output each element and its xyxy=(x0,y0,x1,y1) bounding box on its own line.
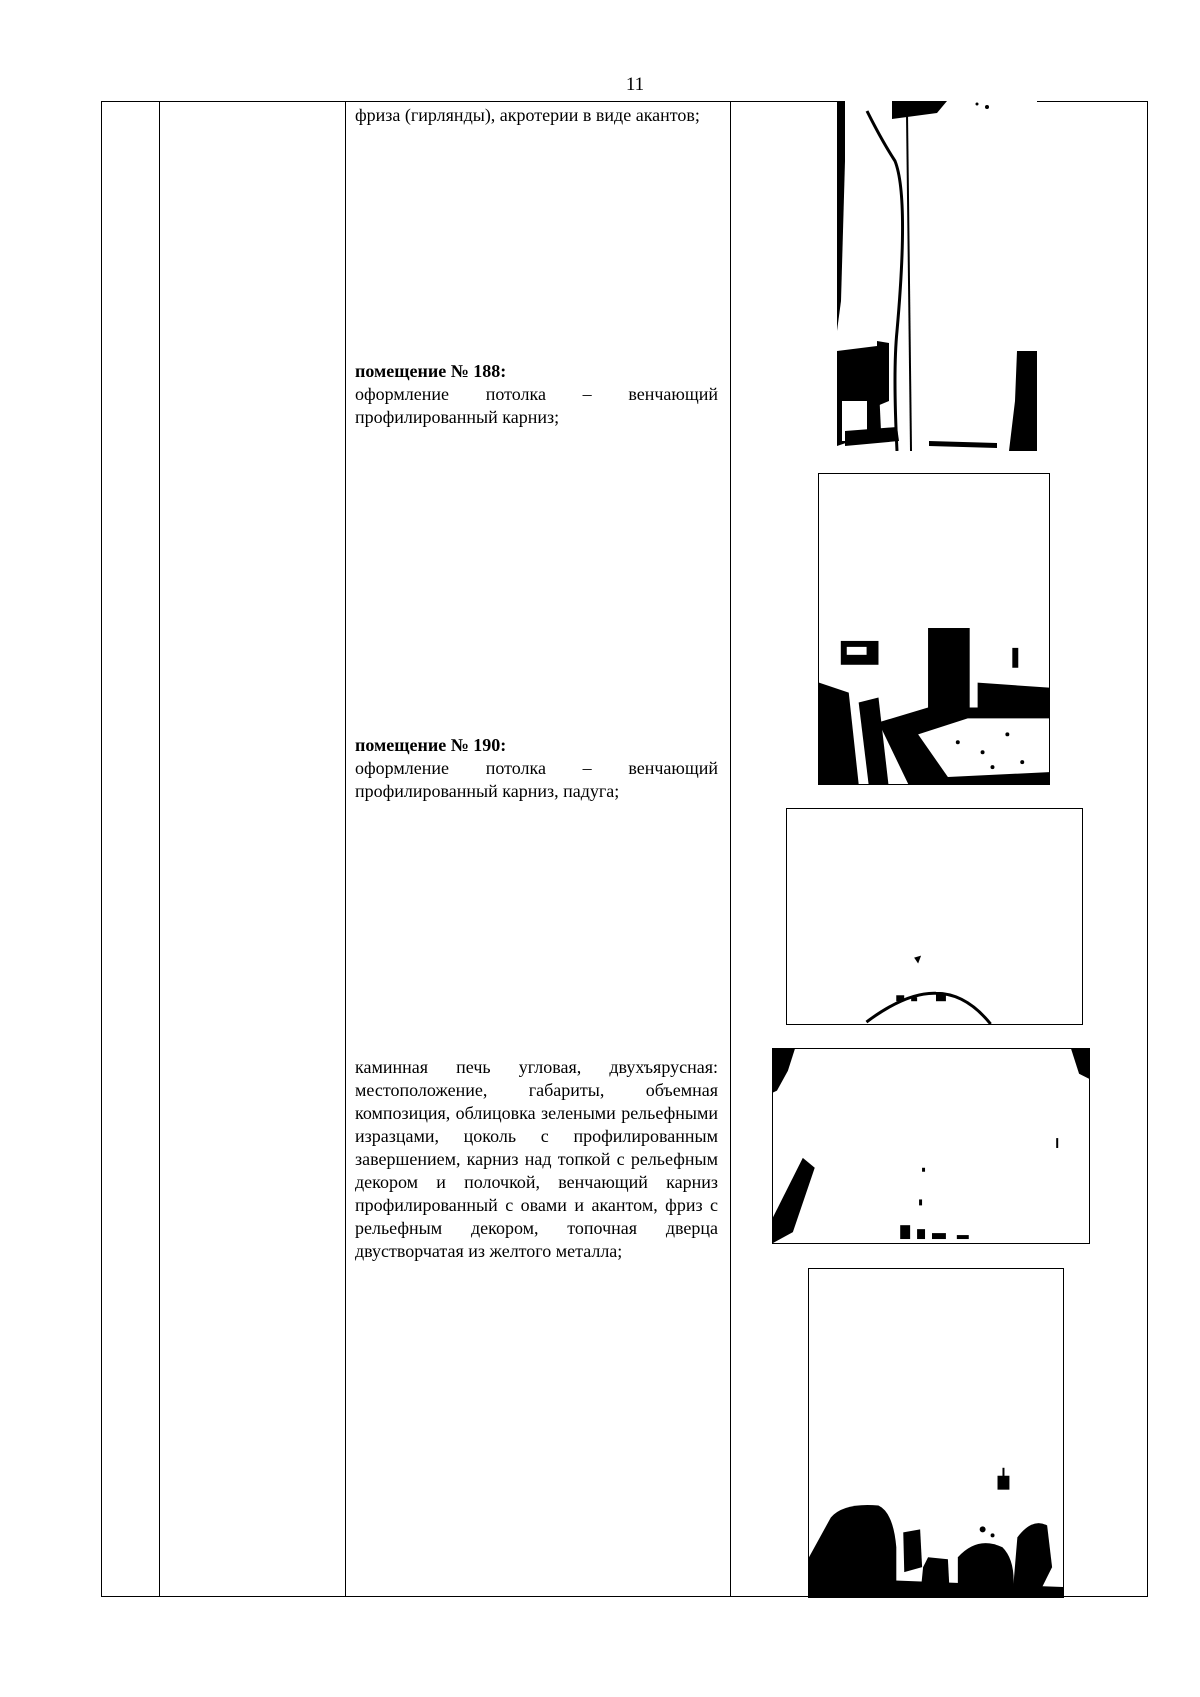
column-divider xyxy=(345,102,346,1596)
room-188-interior-photo xyxy=(818,473,1050,785)
description-text: фриза (гирлянды), акротерии в виде акантов; xyxy=(355,105,700,125)
page-number: 11 xyxy=(625,74,645,95)
description-text: оформление потолка – венчающий профилированный карниз; xyxy=(355,384,718,427)
corner-stove-photo xyxy=(808,1268,1064,1598)
description-block xyxy=(355,1056,718,1263)
room-heading: помещение № 190: xyxy=(355,735,507,755)
description-block xyxy=(355,104,718,127)
room-190-ceiling-photo xyxy=(786,808,1083,1025)
description-block xyxy=(355,360,718,429)
column-divider xyxy=(730,102,731,1596)
room-ceiling-cornice-photo xyxy=(772,1048,1090,1244)
description-text: каминная печь угловая, двухъярусная: местоположение, габариты, объемная композиция, облицовка зелеными рельефными изразцами, цоколь с профилированным завершением, карниз над топкой с рельефным декором и полочкой, венчающий карниз профилированный с овами и акантом, фриз с рельефным декором, топочная дверца двустворчатая из желтого металла; xyxy=(355,1057,718,1261)
description-text: оформление потолка – венчающий профилированный карниз, падуга; xyxy=(355,758,718,801)
corner-ceiling-cornice-photo xyxy=(837,101,1037,451)
room-heading: помещение № 188: xyxy=(355,361,507,381)
column-divider xyxy=(159,102,160,1596)
description-block xyxy=(355,734,718,803)
